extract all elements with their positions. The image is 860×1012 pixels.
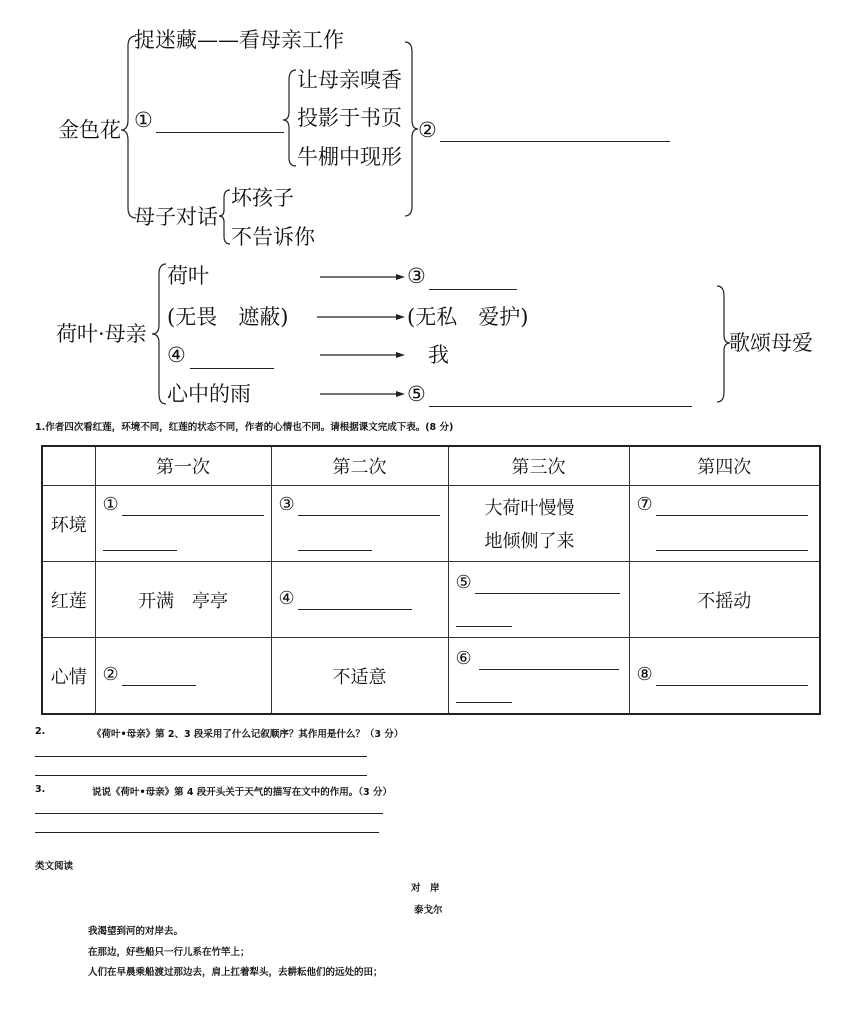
table-header: 第四次 [629,446,820,486]
map1-top-item: 捉迷藏——看母亲工作 [134,28,344,52]
blank-number: ③ [278,494,295,515]
map1-answer-blank-1[interactable] [156,132,284,133]
map1-bottom-brace [219,190,230,244]
answer-line[interactable] [122,685,196,686]
answer-line[interactable] [35,775,367,776]
map2-left-item: ④ [167,343,186,367]
table-cell: 开满 亭亭 [95,562,271,638]
map1-blank-num-2: ② [418,118,437,142]
answer-line[interactable] [298,550,372,551]
map1-bottom-sub: 坏孩子 [231,186,294,210]
table-cell: 不摇动 [629,562,820,638]
answer-line[interactable] [456,626,512,627]
answer-line[interactable] [35,756,367,757]
blank-number: ⑥ [455,648,472,669]
arrow-icon [396,314,405,320]
map2-answer-blank-3[interactable] [429,289,517,290]
answer-line[interactable] [122,515,264,516]
map2-right-item: ③ [407,264,426,288]
cell-text: 大荷叶慢慢 [484,498,575,519]
answer-line[interactable] [35,813,383,814]
question-2: 《荷叶•母亲》第 2、3 段采用了什么记叙顺序？其作用是什么？（3 分） [92,729,404,740]
section-heading: 类文阅读 [35,861,74,872]
map1-blank-num-1: ① [134,108,153,132]
answer-line[interactable] [656,515,808,516]
answer-line[interactable] [298,609,412,610]
map2-right-item: ⑤ [407,382,426,406]
map1-bottom-item: 母子对话 [134,205,218,229]
row-label: 红莲 [42,562,95,638]
arrow-icon [396,391,405,397]
blank-number: ⑧ [636,664,653,685]
map2-root-brace [152,264,166,404]
table-header [42,446,95,486]
arrow-icon [396,274,405,280]
map1-sub-brace [283,70,296,166]
cell-text: 地倾侧了来 [484,531,575,552]
answer-line[interactable] [479,669,619,670]
blank-number: ① [102,494,119,515]
answer-line[interactable] [35,832,379,833]
map1-sub-item: 牛棚中现形 [297,145,402,169]
table-header: 第二次 [271,446,448,486]
map1-answer-blank-2[interactable] [440,141,670,142]
table-header: 第一次 [95,446,271,486]
table-cell[interactable] [448,562,629,638]
map1-sub-item: 投影于书页 [297,106,402,130]
answer-line[interactable] [456,702,512,703]
poem-line: 我渴望到河的对岸去。 [88,926,184,937]
table-cell[interactable] [95,638,271,715]
row-label: 环境 [42,486,95,562]
arrow-icon [396,352,405,358]
map2-summary: 歌颂母爱 [729,331,813,355]
table-cell: 不适意 [271,638,448,715]
answer-line[interactable] [103,550,177,551]
map1-root: 金色花 [58,118,121,142]
question-3: 说说《荷叶•母亲》第 4 段开头关于天气的描写在文中的作用。（3 分） [92,787,392,798]
poem-line: 在那边，好些船只一行儿系在竹竿上； [88,947,250,958]
blank-number: ⑦ [636,494,653,515]
table-cell[interactable] [95,486,271,562]
table-cell[interactable] [271,486,448,562]
table-header: 第三次 [448,446,629,486]
map1-sub-item: 让母亲嗅香 [297,68,402,92]
lotus-table [41,445,821,715]
table-cell[interactable] [629,486,820,562]
map2-left-item: (无畏 遮蔽) [167,305,289,329]
blank-number: ② [102,664,119,685]
answer-line[interactable] [298,515,440,516]
row-label: 心情 [42,638,95,715]
poem-line: 人们在早晨乘船渡过那边去，肩上扛着犁头，去耕耘他们的远处的田； [88,967,383,978]
map2-answer-blank-4[interactable] [190,368,274,369]
question-1: 1.作者四次看红莲，环境不同，红莲的状态不同，作者的心情也不同。请根据课文完成下表。(8 分) [35,422,454,433]
poem-title: 对 岸 [411,883,440,894]
map1-right-brace [405,42,418,216]
map2-right-item: 我 [428,343,449,367]
blank-number: ④ [278,588,295,609]
answer-line[interactable] [475,593,620,594]
table-cell [448,486,629,562]
map2-right-item: (无私 爱护) [407,305,529,329]
table-cell[interactable] [448,638,629,715]
table-cell[interactable] [629,638,820,715]
question-2-number: 2. [35,726,46,737]
question-3-number: 3. [35,784,46,795]
poem-author: 泰戈尔 [414,905,443,916]
map1-bottom-sub: 不告诉你 [231,225,315,249]
map2-left-item: 荷叶 [167,264,209,288]
map2-root: 荷叶·母亲 [56,322,147,346]
answer-line[interactable] [656,550,808,551]
map2-left-item: 心中的雨 [167,382,251,406]
table-cell[interactable] [271,562,448,638]
answer-line[interactable] [656,685,808,686]
map2-answer-blank-5[interactable] [429,406,692,407]
blank-number: ⑤ [455,572,472,593]
